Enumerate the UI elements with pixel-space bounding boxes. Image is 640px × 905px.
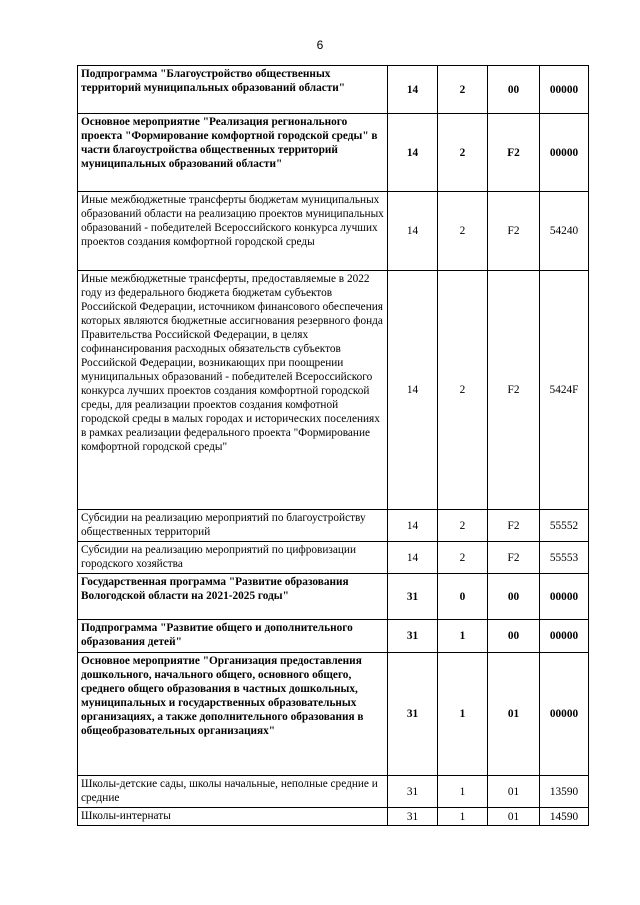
code-program: 14 [388,66,438,114]
code-direction: 00000 [540,574,589,620]
code-direction: 54240 [540,192,589,271]
code-activity: F2 [488,114,540,192]
code-direction: 55552 [540,510,589,542]
row-name: Школы-детские сады, школы начальные, неполные средние и средние [78,776,388,808]
table-row [78,808,589,826]
code-direction: 00000 [540,620,589,653]
code-program: 14 [388,192,438,271]
table-row [78,114,589,192]
code-activity: F2 [488,542,540,574]
code-subprogram: 1 [438,808,488,826]
page-number: 6 [316,38,324,52]
table-row [78,653,589,776]
code-activity: 00 [488,574,540,620]
code-direction: 13590 [540,776,589,808]
code-subprogram: 0 [438,574,488,620]
code-direction: 00000 [540,653,589,776]
code-activity: F2 [488,510,540,542]
code-activity: 00 [488,66,540,114]
code-program: 14 [388,271,438,510]
row-name: Государственная программа "Развитие образования Вологодской области на 2021-2025 годы" [78,574,388,620]
code-activity: F2 [488,271,540,510]
budget-classification-table [77,65,589,826]
code-program: 14 [388,542,438,574]
table-row [78,510,589,542]
code-direction: 5424F [540,271,589,510]
code-program: 31 [388,653,438,776]
row-name: Подпрограмма "Благоустройство общественных территорий муниципальных образований области" [78,66,388,114]
row-name: Субсидии на реализацию мероприятий по цифровизации городского хозяйства [78,542,388,574]
table-row [78,620,589,653]
code-subprogram: 2 [438,192,488,271]
row-name: Школы-интернаты [78,808,388,826]
code-subprogram: 2 [438,542,488,574]
code-subprogram: 1 [438,620,488,653]
row-name: Иные межбюджетные трансферты бюджетам муниципальных образований области на реализацию проектов муниципальных образований - победителей Всероссийского конкурса лучших проектов создания комфортной городской среды [78,192,388,271]
table-row [78,271,589,510]
code-subprogram: 2 [438,271,488,510]
code-subprogram: 2 [438,114,488,192]
code-direction: 14590 [540,808,589,826]
row-name: Иные межбюджетные трансферты, предоставляемые в 2022 году из федерального бюджета бюджетам субъектов Российской Федерации, источником финансового обеспечения которых являются бюджетные ассигнования резервного фонда Правительства Российской Федерации, в целях софинансирования расходных обязательств субъектов Российской Федерации, возникающих при поощрении муниципальных образований - победителей Всероссийского конкурса лучших проектов создания комфортной городской среды, для реализации проектов создания комфотной городской среды в малых городах и исторических поселениях в рамках реализации федерального проекта "Формирование комфортной городской среды" [78,271,388,510]
code-activity: 01 [488,808,540,826]
row-name: Подпрограмма "Развитие общего и дополнительного образования детей" [78,620,388,653]
code-program: 31 [388,574,438,620]
code-program: 14 [388,114,438,192]
code-subprogram: 1 [438,653,488,776]
code-program: 31 [388,808,438,826]
code-program: 31 [388,776,438,808]
code-subprogram: 1 [438,776,488,808]
code-program: 31 [388,620,438,653]
code-program: 14 [388,510,438,542]
table-row [78,66,589,114]
row-name: Основное мероприятие "Организация предоставления дошкольного, начального общего, основного общего, среднего общего образования в частных дошкольных, муниципальных и государственных образовательных организациях, а также дополнительного образования в общеобразовательных организациях" [78,653,388,776]
table-row [78,542,589,574]
code-subprogram: 2 [438,66,488,114]
code-direction: 00000 [540,66,589,114]
code-activity: F2 [488,192,540,271]
row-name: Субсидии на реализацию мероприятий по благоустройству общественных территорий [78,510,388,542]
code-activity: 01 [488,653,540,776]
table-row [78,574,589,620]
table-row [78,192,589,271]
row-name: Основное мероприятие "Реализация регионального проекта "Формирование комфортной городской среды" в части благоустройства общественных территорий муниципальных образований области" [78,114,388,192]
code-direction: 00000 [540,114,589,192]
code-activity: 00 [488,620,540,653]
code-subprogram: 2 [438,510,488,542]
table-row [78,776,589,808]
code-activity: 01 [488,776,540,808]
code-direction: 55553 [540,542,589,574]
